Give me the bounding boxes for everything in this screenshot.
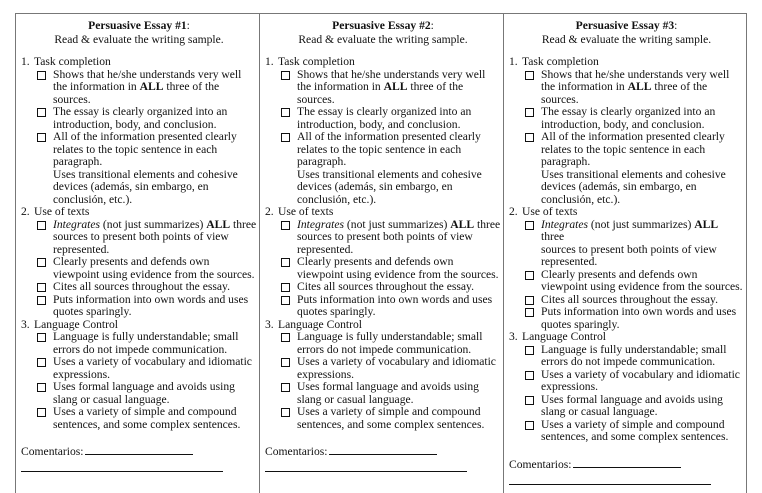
checklist-item	[509, 394, 744, 419]
item-text: three sources to present both points of view represented.	[53, 217, 257, 256]
checkbox[interactable]	[281, 383, 290, 392]
checkbox[interactable]	[281, 283, 290, 292]
checklist-item	[265, 356, 501, 381]
section-title: Language Control	[34, 317, 119, 331]
checkbox[interactable]	[37, 133, 46, 142]
item-text: Integrates	[541, 217, 589, 231]
item-text: Uses transitional elements and cohesive devices (además, sin embargo, en conclusión, etc.).	[53, 167, 238, 206]
section-number: 3.	[21, 317, 30, 331]
title-colon: :	[430, 19, 434, 32]
checkbox[interactable]	[281, 71, 290, 80]
item-text: Clearly presents and defends own viewpoint using evidence from the sources.	[541, 267, 743, 293]
checklist-item	[21, 131, 257, 169]
checkbox[interactable]	[37, 296, 46, 305]
checkbox[interactable]	[525, 271, 534, 280]
checkbox[interactable]	[37, 108, 46, 117]
checkbox[interactable]	[281, 221, 290, 230]
comments-line-2[interactable]	[509, 484, 711, 485]
section-number: 1.	[509, 55, 518, 68]
item-text: Clearly presents and defends own viewpoint using evidence from the sources.	[53, 255, 255, 281]
comments-line-2[interactable]	[265, 471, 467, 472]
item-text: All of the information presented clearly relates to the topic sentence in each paragraph.	[541, 130, 725, 168]
item-text: Uses formal language and avoids using slang or casual language.	[53, 380, 235, 406]
checkbox[interactable]	[37, 408, 46, 417]
checklist-item	[509, 169, 744, 207]
column-subtitle: Read & evaluate the writing sample.	[298, 33, 468, 46]
item-text: The essay is clearly organized into an introduction, body, and conclusion.	[541, 105, 716, 131]
checklist-item	[509, 369, 744, 394]
checklist-item	[509, 306, 744, 331]
item-text: Language is fully understandable; small errors do not impede communication.	[541, 342, 727, 368]
item-text: Integrates	[297, 217, 345, 231]
item-text: ALL	[139, 80, 164, 93]
item-text: Shows that he/she understands very well the information in	[297, 67, 486, 93]
item-text: All of the information presented clearly relates to the topic sentence in each paragraph.	[297, 130, 481, 168]
column-title	[265, 19, 501, 33]
section-title: Language Control	[278, 317, 363, 331]
item-text: Puts information into own words and uses quotes sparingly.	[541, 305, 737, 331]
checklist-item	[21, 356, 257, 381]
checkbox[interactable]	[281, 358, 290, 367]
item-text: Uses a variety of simple and compound sentences, and some complex sentences.	[541, 417, 729, 443]
comments-line[interactable]	[573, 467, 681, 468]
checkbox[interactable]	[525, 71, 534, 80]
item-text: Uses formal language and avoids using slang or casual language.	[541, 392, 723, 418]
checkbox[interactable]	[525, 396, 534, 405]
checklist-item	[265, 406, 501, 431]
comments-label: Comentarios:	[21, 445, 84, 458]
checklist-item	[21, 69, 257, 107]
item-text: Cites all sources throughout the essay.	[541, 292, 718, 306]
item-text: (not just summarizes)	[344, 217, 451, 231]
checklist-item	[21, 169, 257, 207]
checkbox[interactable]	[525, 421, 534, 430]
checkbox[interactable]	[525, 371, 534, 380]
checkbox[interactable]	[281, 133, 290, 142]
column-title	[21, 19, 257, 33]
checklist-item	[265, 294, 501, 319]
checkbox[interactable]	[525, 221, 534, 230]
item-text: Uses transitional elements and cohesive devices (además, sin embargo, en conclusión, etc.).	[541, 167, 726, 206]
item-text: The essay is clearly organized into an introduction, body, and conclusion.	[297, 105, 472, 131]
checklist-item	[265, 331, 501, 356]
checklist-item	[21, 256, 257, 281]
column-subtitle: Read & evaluate the writing sample.	[54, 33, 224, 46]
checkbox[interactable]	[37, 358, 46, 367]
item-text: Uses transitional elements and cohesive devices (además, sin embargo, en conclusión, etc.).	[297, 167, 482, 206]
checklist-item	[265, 381, 501, 406]
item-text: Clearly presents and defends own viewpoint using evidence from the sources.	[297, 255, 499, 281]
item-text: three of the sources.	[541, 80, 708, 106]
item-text: Uses a variety of vocabulary and idiomatic expressions.	[297, 355, 496, 381]
checkbox[interactable]	[525, 108, 534, 117]
item-text: ALL	[450, 217, 475, 231]
comments-label: Comentarios:	[265, 445, 328, 458]
title-colon: :	[674, 19, 678, 32]
section-title: Language Control	[522, 330, 607, 343]
checkbox[interactable]	[281, 108, 290, 117]
comments-field	[509, 458, 744, 472]
item-text: ALL	[694, 217, 719, 231]
item-text: (not just summarizes)	[100, 217, 207, 231]
item-text: Language is fully understandable; small errors do not impede communication.	[297, 330, 483, 356]
section-number: 2.	[509, 205, 518, 218]
checkbox[interactable]	[281, 296, 290, 305]
rubric-column	[503, 14, 747, 493]
checklist-item	[509, 106, 744, 131]
checklist-item	[21, 381, 257, 406]
item-text: Integrates	[53, 217, 101, 231]
item-text: three sources to present both points of view represented.	[297, 217, 501, 256]
checklist-item	[509, 69, 744, 107]
comments-line[interactable]	[329, 454, 437, 455]
checklist-item	[509, 219, 744, 269]
item-text: Cites all sources throughout the essay.	[53, 280, 230, 293]
item-text: three sources to present both points of view represented.	[541, 230, 717, 268]
checkbox[interactable]	[37, 71, 46, 80]
checklist-item	[265, 169, 501, 207]
rubric-column	[259, 14, 503, 493]
comments-label: Comentarios:	[509, 457, 572, 471]
item-text: ALL	[383, 80, 408, 93]
checkbox[interactable]	[281, 408, 290, 417]
checkbox[interactable]	[281, 258, 290, 267]
item-text: All of the information presented clearly relates to the topic sentence in each paragraph.	[53, 130, 237, 168]
item-text: Cites all sources throughout the essay.	[297, 280, 474, 293]
section-title: Task completion	[522, 55, 599, 68]
item-text: three of the sources.	[53, 80, 220, 106]
item-text: Uses a variety of vocabulary and idiomatic expressions.	[541, 367, 740, 393]
comments-line[interactable]	[85, 454, 193, 455]
item-text: three of the sources.	[297, 80, 464, 106]
section-number: 2.	[21, 205, 30, 218]
checkbox[interactable]	[525, 133, 534, 142]
item-text: Puts information into own words and uses quotes sparingly.	[297, 292, 493, 318]
checklist-item	[21, 331, 257, 356]
item-text: ALL	[206, 217, 231, 231]
item-text: Puts information into own words and uses quotes sparingly.	[53, 292, 249, 318]
column-title	[509, 19, 744, 33]
checklist-item	[265, 219, 501, 257]
title-text: Persuasive Essay #1	[88, 19, 187, 32]
item-text: ALL	[627, 80, 652, 93]
checklist-item	[21, 106, 257, 131]
rubric-table	[15, 13, 747, 493]
checkbox[interactable]	[281, 333, 290, 342]
checklist-item	[21, 406, 257, 431]
checkbox[interactable]	[525, 346, 534, 355]
checklist-item	[509, 269, 744, 294]
item-text: Shows that he/she understands very well the information in	[541, 67, 730, 93]
item-text: The essay is clearly organized into an introduction, body, and conclusion.	[53, 105, 228, 131]
title-text: Persuasive Essay #3	[575, 19, 675, 32]
checklist-item	[265, 131, 501, 169]
checklist-item	[21, 294, 257, 319]
checkbox[interactable]	[37, 221, 46, 230]
section-title: Use of texts	[34, 205, 90, 218]
item-text: Language is fully understandable; small errors do not impede communication.	[53, 330, 239, 356]
checkbox[interactable]	[37, 333, 46, 342]
section-title: Use of texts	[522, 205, 578, 218]
checkbox[interactable]	[37, 283, 46, 292]
checkbox[interactable]	[525, 308, 534, 317]
checklist-item	[21, 219, 257, 257]
checkbox[interactable]	[37, 258, 46, 267]
section-number: 3.	[265, 317, 274, 331]
section-number: 3.	[509, 330, 518, 343]
checkbox[interactable]	[525, 296, 534, 305]
comments-line-2[interactable]	[21, 471, 223, 472]
section-number: 1.	[21, 55, 30, 68]
comments-field	[265, 445, 501, 459]
checklist-item	[509, 419, 744, 444]
checkbox[interactable]	[37, 383, 46, 392]
title-text: Persuasive Essay #2	[332, 19, 431, 32]
checklist-item	[265, 256, 501, 281]
comments-field	[21, 445, 257, 459]
checklist-item	[509, 344, 744, 369]
item-text: Uses a variety of vocabulary and idiomatic expressions.	[53, 355, 252, 381]
section-title: Task completion	[278, 55, 355, 68]
checklist-item	[265, 69, 501, 107]
rubric-column	[15, 14, 259, 493]
checklist-item	[509, 131, 744, 169]
checklist-item	[265, 106, 501, 131]
section-number: 2.	[265, 205, 274, 218]
column-subtitle: Read & evaluate the writing sample.	[541, 33, 712, 46]
item-text: Uses a variety of simple and compound sentences, and some complex sentences.	[297, 405, 485, 431]
item-text: (not just summarizes)	[588, 217, 695, 231]
section-number: 1.	[265, 55, 274, 68]
section-title: Use of texts	[278, 205, 334, 218]
item-text: Uses formal language and avoids using slang or casual language.	[297, 380, 479, 406]
item-text: Shows that he/she understands very well the information in	[53, 67, 242, 93]
item-text: Uses a variety of simple and compound sentences, and some complex sentences.	[53, 405, 241, 431]
title-colon: :	[186, 19, 190, 32]
section-title: Task completion	[34, 55, 111, 68]
